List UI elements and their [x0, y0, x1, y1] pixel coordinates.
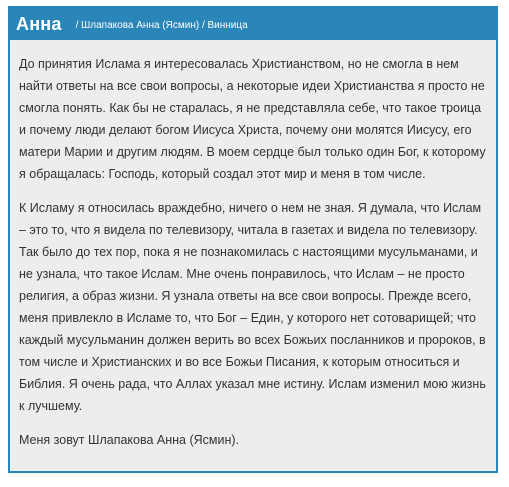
- author-name: Анна: [16, 13, 62, 34]
- testimonial-card: [8, 6, 498, 473]
- testimonial-body: [10, 40, 496, 451]
- breadcrumb: / Шлапакова Анна (Ясмин) / Винница: [75, 20, 248, 31]
- card-header: [10, 8, 496, 40]
- paragraph: К Исламу я относилась враждебно, ничего о нем не зная. Я думала, что Ислам – это то, что я видела по телевизору, читала в газетах и видела по телевизору. Так было до тех пор, пока я не познакомилась с настоящими мусульманами, и не узнала, что такое Ислам. Мне очень понравилось, что Ислам – не просто религия, а образ жизни. Я узнала ответы на все свои вопросы. Прежде всего, меня привлекло в Исламе то, что Бог – Един, у которого нет сотоварищей; что каждый мусульманин должен верить во всех Божьих посланников и пророков, в том числе и Христианских и во все Божьи Писания, к которым относиться и Библия. Я очень рада, что Аллах указал мне истину. Ислам изменил мою жизнь к лучшему.: [19, 201, 486, 413]
- paragraph: До принятия Ислама я интересовалась Христианством, но не смогла в нем найти ответы на все свои вопросы, а некоторые идеи Христианства я просто не смогла понять. Как бы не старалась, я не представляла себе, что такое троица и почему люди делают богом Иисуса Христа, почему они молятся Иисусу, его матери Марии и другим людям. В моем сердце был только один Бог, к которому я обращалась: Господь, который создал этот мир и меня в том числе.: [19, 57, 486, 181]
- paragraph: Меня зовут Шлапакова Анна (Ясмин).: [19, 433, 240, 447]
